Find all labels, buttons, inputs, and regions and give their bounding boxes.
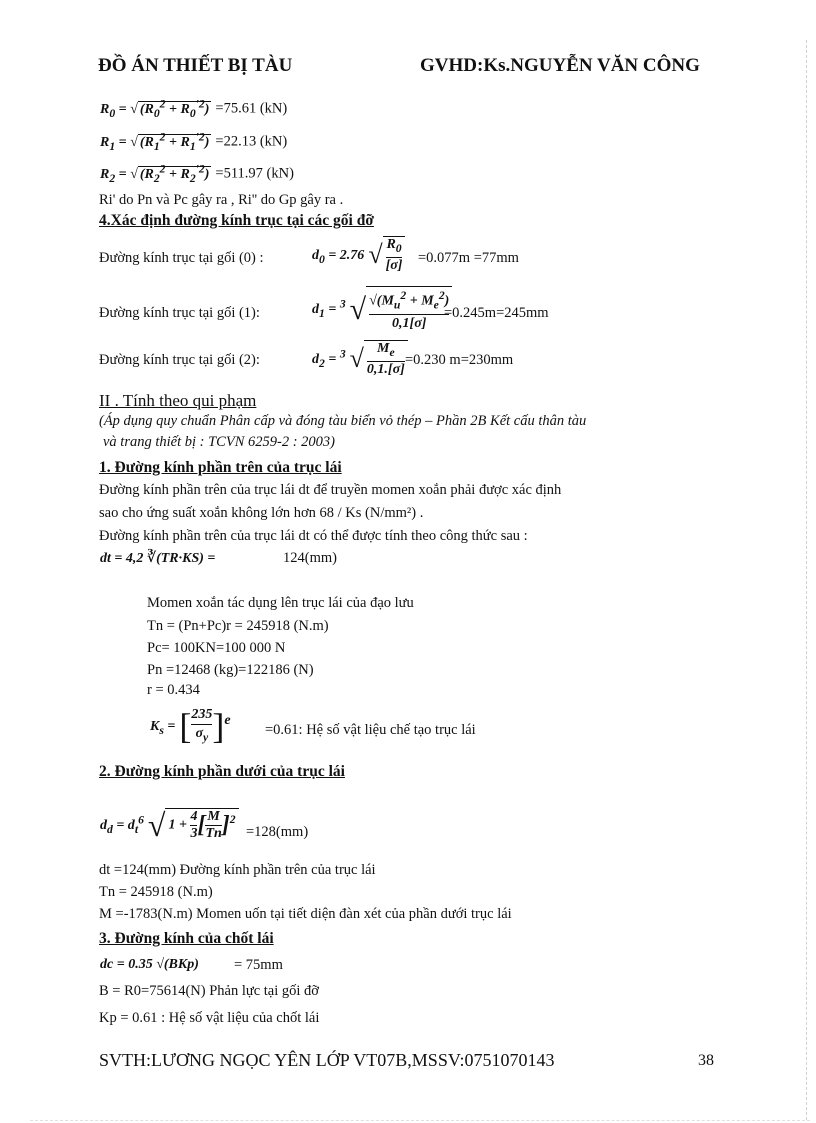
- reaction-r0: $R_0$ = √ $(R_0^2 + R_0^{'2}) =75.61$ (kN): [100, 97, 288, 120]
- sub1-line3: Pc= 100KN=100 000 N: [147, 640, 286, 656]
- page-number: 38: [698, 1052, 714, 1069]
- sub1-para1: Đường kính phần trên của trục lái dt để truyền momen xoắn phải được xác định: [99, 482, 562, 498]
- sub2-line1: dt =124(mm) Đường kính phần trên của trục lái: [99, 862, 376, 878]
- d0-formula: $d_0 = 2.76$ √ $R_0$ [σ]: [312, 236, 405, 274]
- section-II-title: II . Tính theo qui phạm: [99, 391, 257, 410]
- formula-r2: $R_2$ = √ $(R_2^2 + R_2^{'2})$: [100, 162, 210, 185]
- margin-line-horizontal: [30, 1120, 810, 1121]
- d0-result: =0.077m =77mm: [418, 250, 519, 266]
- d1-label: Đường kính trục tại gối (1):: [99, 305, 260, 321]
- ks-result: =0.61: Hệ số vật liệu chế tạo trục lái: [265, 722, 476, 738]
- header-right: GVHD:Ks.NGUYỄN VĂN CÔNG: [420, 55, 700, 76]
- sub3-result: = 75mm: [234, 957, 283, 973]
- sub1-formula: dt = 4,2 ∛(TR·KS) =: [100, 551, 216, 566]
- ks-formula: $K_s = [235$ $\sigma_y$ ]$^e$: [150, 706, 231, 747]
- reaction-r1: $R_1$ = √ $(R_1^2 + R_1^{'2}) =22.13$ (kN): [100, 130, 288, 153]
- d1-formula: $d_1 = ^3$ √ $√(M_u^2 + M_e^2)$ 0,1[σ]: [312, 286, 452, 333]
- sub2-title: 2. Đường kính phần dưới của trục lái: [99, 763, 345, 780]
- header-left: ĐỒ ÁN THIẾT BỊ TÀU: [98, 55, 293, 76]
- formula-r0: $R_0$ = √ $(R_0^2 + R_0^{'2})$: [100, 97, 210, 120]
- sub3-line2: Kp = 0.61 : Hệ số vật liệu của chốt lái: [99, 1010, 320, 1026]
- sub2-line3: M =-1783(N.m) Momen uốn tại tiết diện đàn xét của phần dưới trục lái: [99, 906, 512, 922]
- sub2-result: =128(mm): [246, 824, 309, 840]
- sub2-formula: $d_d = d_t^6$ √ 1 + 4 3 [ M Tn ]$^2$: [100, 808, 239, 842]
- d2-formula: $d_2 = ^3$ √ $M_e$ 0,1.[σ]: [312, 340, 408, 378]
- sub1-line1: Momen xoắn tác dụng lên trục lái của đạo lưu: [147, 595, 414, 611]
- footer-left: SVTH:LƯƠNG NGỌC YÊN LỚP VT07B,MSSV:0751070143: [99, 1050, 555, 1070]
- sub3-line1: B = R0=75614(N) Phản lực tại gối đỡ: [99, 983, 319, 999]
- sub1-result: 124(mm): [283, 550, 337, 566]
- sub1-line4: Pn =12468 (kg)=122186 (N): [147, 662, 314, 678]
- reaction-note: Ri' do Pn và Pc gây ra , Ri'' do Gp gây ra .: [99, 192, 344, 208]
- sub2-line2: Tn = 245918 (N.m): [99, 884, 213, 900]
- section-4-title: 4.Xác định đường kính trục tại các gối đỡ: [99, 212, 374, 229]
- sub3-formula: dc = 0.35 √(BKp): [100, 957, 199, 972]
- sub1-title: 1. Đường kính phần trên của trục lái: [99, 459, 342, 476]
- section-II-note1: (Áp dụng quy chuẩn Phân cấp và đóng tàu biển vỏ thép – Phần 2B Kết cấu thân tàu: [99, 413, 587, 429]
- d2-result: =0.230 m=230mm: [405, 352, 514, 368]
- d2-label: Đường kính trục tại gối (2):: [99, 352, 260, 368]
- d1-result: =0.245m=245mm: [444, 305, 549, 321]
- margin-line-vertical: [806, 40, 807, 1120]
- section-II-note2: và trang thiết bị : TCVN 6259-2 : 2003): [103, 434, 335, 450]
- d0-label: Đường kính trục tại gối (0) :: [99, 250, 264, 266]
- formula-r1: $R_1$ = √ $(R_1^2 + R_1^{'2})$: [100, 130, 210, 153]
- sub1-line5: r = 0.434: [147, 682, 200, 698]
- sub1-para2: sao cho ứng suất xoắn không lớn hơn 68 / Ks (N/mm²) .: [99, 505, 424, 521]
- sub1-line2: Tn = (Pn+Pc)r = 245918 (N.m): [147, 618, 329, 634]
- sub1-para3: Đường kính phần trên của trục lái dt có thể được tính theo công thức sau :: [99, 528, 528, 544]
- reaction-r2: $R_2$ = √ $(R_2^2 + R_2^{'2}) =511.97$ (kN): [100, 162, 294, 185]
- sub3-title: 3. Đường kính của chốt lái: [99, 930, 274, 947]
